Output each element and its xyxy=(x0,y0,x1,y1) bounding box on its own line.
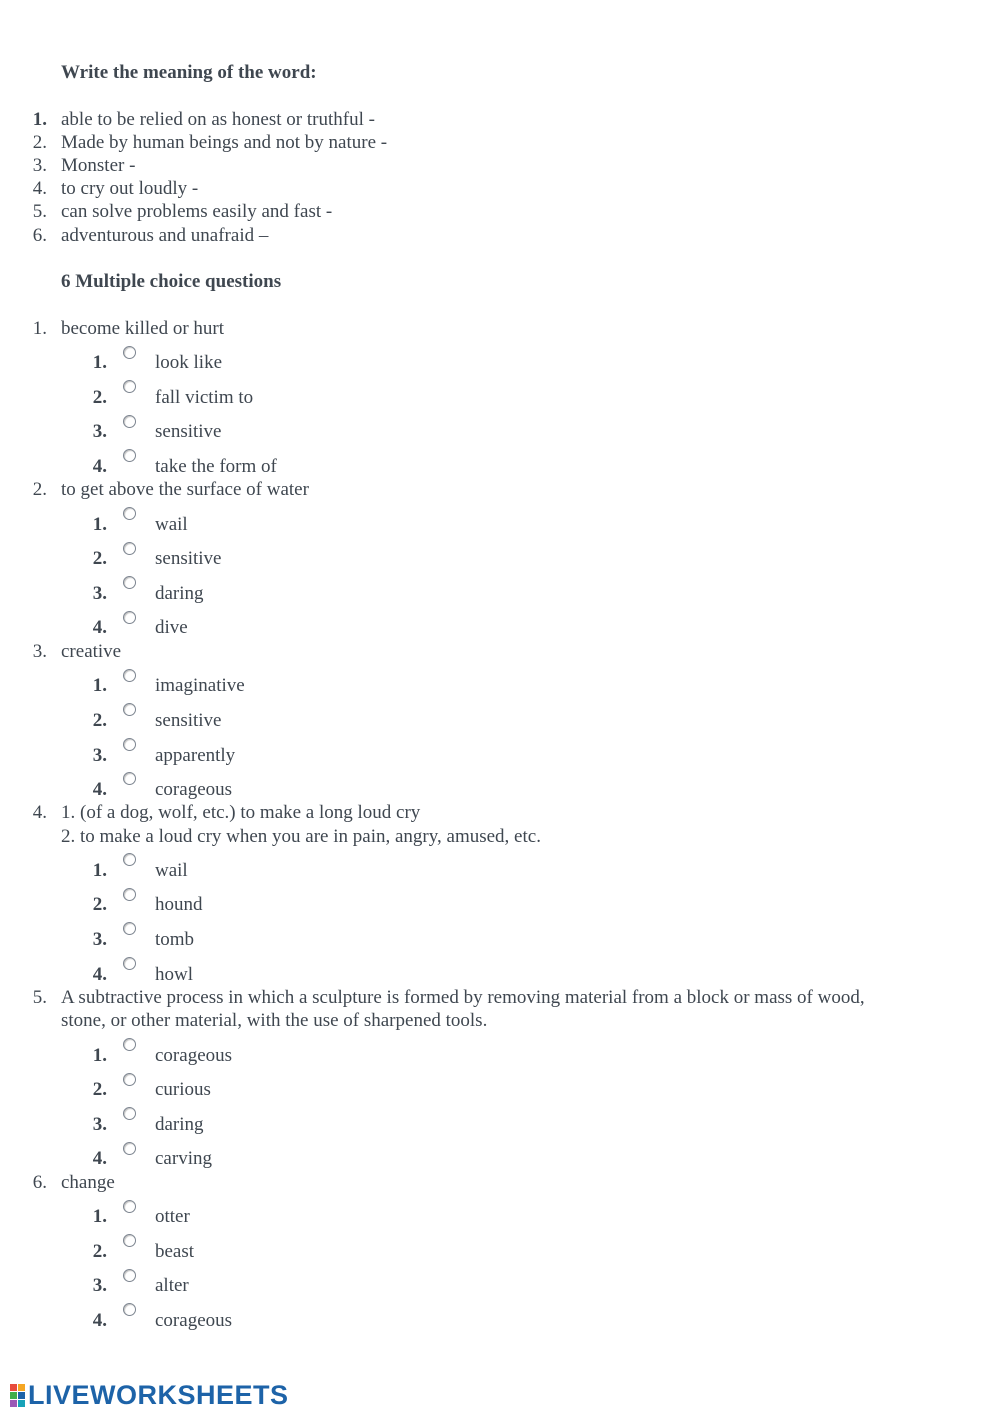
option-number: 1. xyxy=(92,514,107,535)
option-radio[interactable] xyxy=(123,449,136,462)
option-label: imaginative xyxy=(155,675,245,696)
definition-text: can solve problems easily and fast - xyxy=(61,201,333,222)
option-number: 3. xyxy=(92,421,107,442)
option-number: 1. xyxy=(92,1045,107,1066)
option-label: wail xyxy=(155,514,188,535)
section1-title: Write the meaning of the word: xyxy=(61,62,317,83)
definition-text: to cry out loudly - xyxy=(61,178,199,199)
option-label: carving xyxy=(155,1148,212,1169)
logo-icon xyxy=(10,1384,25,1407)
option-label: wail xyxy=(155,860,188,881)
question-text: creative xyxy=(61,641,122,662)
question-number: 4. xyxy=(32,802,47,823)
option-radio[interactable] xyxy=(123,1234,136,1247)
definition-number: 5. xyxy=(32,201,47,222)
option-radio[interactable] xyxy=(123,380,136,393)
option-label: take the form of xyxy=(155,456,277,477)
liveworksheets-logo xyxy=(10,1381,289,1409)
option-number: 4. xyxy=(92,617,107,638)
option-label: tomb xyxy=(155,929,195,950)
option-number: 3. xyxy=(92,1275,107,1296)
definition-number: 2. xyxy=(32,132,47,153)
option-number: 3. xyxy=(92,583,107,604)
option-number: 4. xyxy=(92,1310,107,1331)
option-radio[interactable] xyxy=(123,669,136,682)
option-label: sensitive xyxy=(155,548,222,569)
option-radio[interactable] xyxy=(123,542,136,555)
definition-number: 6. xyxy=(32,225,47,246)
option-radio[interactable] xyxy=(123,853,136,866)
question-text: to get above the surface of water xyxy=(61,479,309,500)
option-label: dive xyxy=(155,617,188,638)
option-label: hound xyxy=(155,894,203,915)
option-label: look like xyxy=(155,352,223,373)
option-radio[interactable] xyxy=(123,346,136,359)
question-text: become killed or hurt xyxy=(61,318,225,339)
option-radio[interactable] xyxy=(123,1142,136,1155)
definition-text: Monster - xyxy=(61,155,136,176)
option-radio[interactable] xyxy=(123,415,136,428)
question-number: 3. xyxy=(32,641,47,662)
question-number: 1. xyxy=(32,318,47,339)
definition-number: 4. xyxy=(32,178,47,199)
definition-text: Made by human beings and not by nature - xyxy=(61,132,388,153)
question-number: 6. xyxy=(32,1172,47,1193)
option-label: daring xyxy=(155,583,204,604)
option-radio[interactable] xyxy=(123,1073,136,1086)
option-label: corageous xyxy=(155,1045,233,1066)
option-label: sensitive xyxy=(155,710,222,731)
option-number: 2. xyxy=(92,1079,107,1100)
option-label: apparently xyxy=(155,745,236,766)
question-text: A subtractive process in which a sculpture is formed by removing material from a block or mass of wood, xyxy=(61,987,865,1008)
option-radio[interactable] xyxy=(123,1038,136,1051)
option-radio[interactable] xyxy=(123,611,136,624)
option-radio[interactable] xyxy=(123,1107,136,1120)
option-radio[interactable] xyxy=(123,507,136,520)
definition-text: able to be relied on as honest or truthful - xyxy=(61,109,375,130)
definition-text: adventurous and unafraid – xyxy=(61,225,269,246)
option-radio[interactable] xyxy=(123,1269,136,1282)
logo-text: LIVEWORKSHEETS xyxy=(28,1379,289,1410)
question-text: stone, or other material, with the use of sharpened tools. xyxy=(61,1010,488,1031)
option-number: 2. xyxy=(92,894,107,915)
option-label: corageous xyxy=(155,1310,233,1331)
definition-number: 1. xyxy=(32,109,47,130)
question-number: 2. xyxy=(32,479,47,500)
option-number: 2. xyxy=(92,548,107,569)
option-label: fall victim to xyxy=(155,387,254,408)
option-label: corageous xyxy=(155,779,233,800)
option-label: howl xyxy=(155,964,193,985)
option-number: 2. xyxy=(92,1241,107,1262)
option-number: 4. xyxy=(92,779,107,800)
option-label: alter xyxy=(155,1275,189,1296)
option-number: 4. xyxy=(92,964,107,985)
option-label: daring xyxy=(155,1114,204,1135)
question-text: 1. (of a dog, wolf, etc.) to make a long loud cry xyxy=(61,802,421,823)
option-number: 2. xyxy=(92,710,107,731)
option-radio[interactable] xyxy=(123,703,136,716)
definition-number: 3. xyxy=(32,155,47,176)
option-label: sensitive xyxy=(155,421,222,442)
option-number: 1. xyxy=(92,675,107,696)
option-number: 1. xyxy=(92,352,107,373)
option-label: beast xyxy=(155,1241,195,1262)
option-number: 4. xyxy=(92,1148,107,1169)
question-number: 5. xyxy=(32,987,47,1008)
option-number: 3. xyxy=(92,1114,107,1135)
option-number: 1. xyxy=(92,1206,107,1227)
section2-title: 6 Multiple choice questions xyxy=(61,271,282,292)
option-number: 1. xyxy=(92,860,107,881)
option-label: otter xyxy=(155,1206,190,1227)
question-text: change xyxy=(61,1172,115,1193)
option-number: 3. xyxy=(92,929,107,950)
option-radio[interactable] xyxy=(123,888,136,901)
option-radio[interactable] xyxy=(123,1303,136,1316)
option-number: 3. xyxy=(92,745,107,766)
option-number: 2. xyxy=(92,387,107,408)
option-radio[interactable] xyxy=(123,738,136,751)
option-radio[interactable] xyxy=(123,1200,136,1213)
option-radio[interactable] xyxy=(123,772,136,785)
question-text: 2. to make a loud cry when you are in pain, angry, amused, etc. xyxy=(61,826,541,847)
option-radio[interactable] xyxy=(123,957,136,970)
option-number: 4. xyxy=(92,456,107,477)
option-radio[interactable] xyxy=(123,922,136,935)
option-radio[interactable] xyxy=(123,576,136,589)
option-label: curious xyxy=(155,1079,211,1100)
